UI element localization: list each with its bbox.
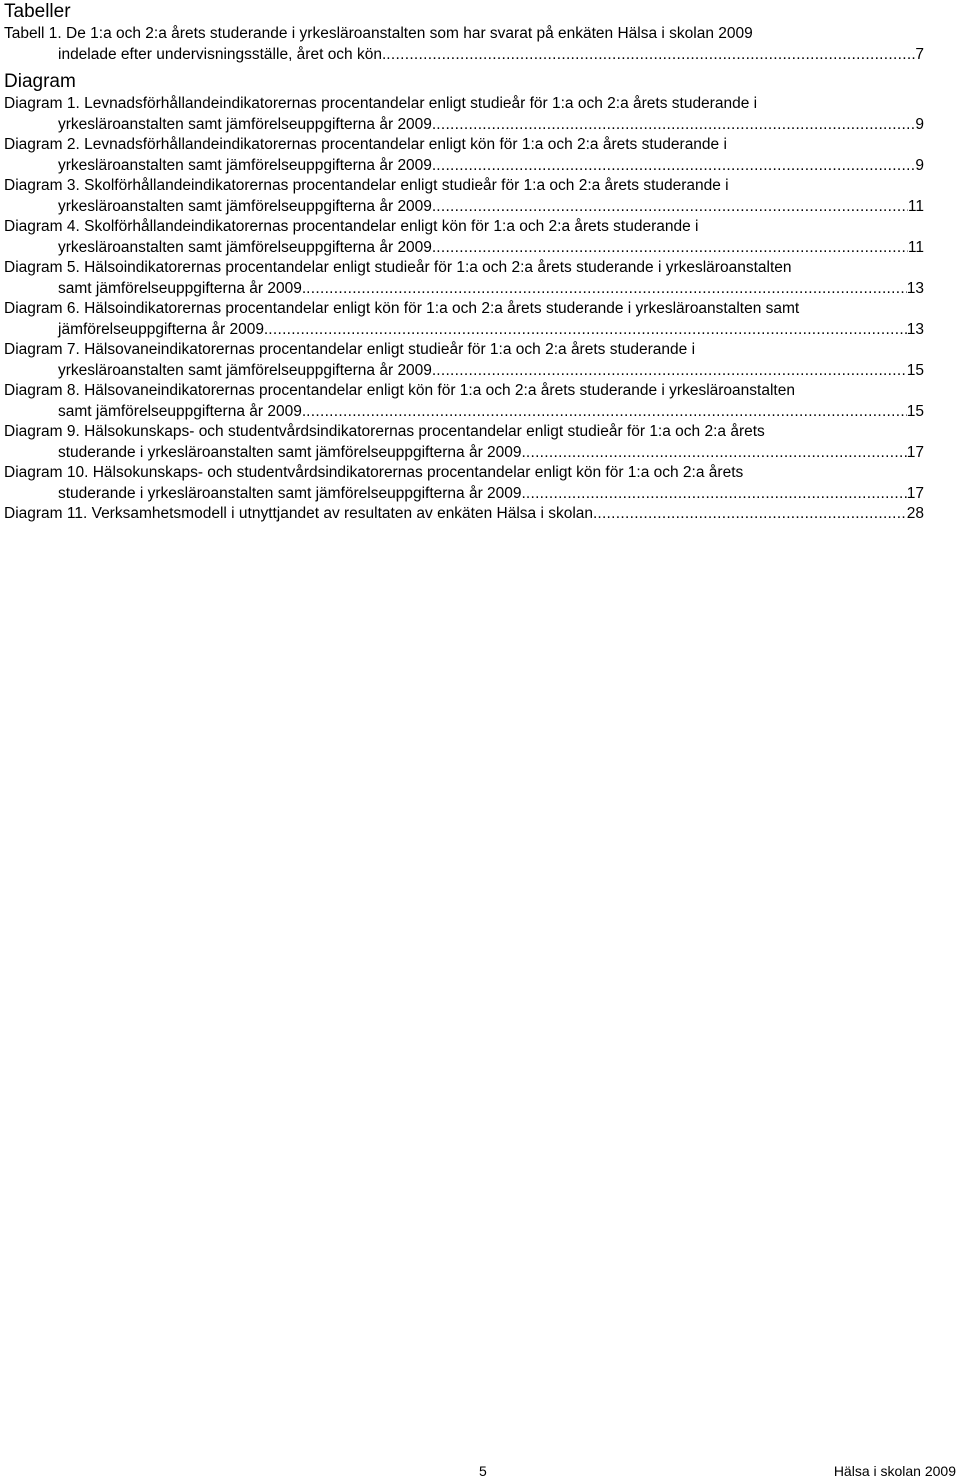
dot-leader	[597, 504, 906, 525]
toc-entry-diagram-9[interactable]	[4, 422, 926, 463]
toc-page-number: 17	[906, 484, 924, 502]
toc-entry-last-line	[58, 361, 924, 382]
toc-entry-last-line	[58, 279, 924, 300]
dot-leader	[436, 361, 907, 382]
dot-leader	[436, 156, 915, 177]
toc-entry-line: yrkesläroanstalten samt jämförelseuppgifterna år 2009.	[58, 115, 437, 133]
toc-page-number: 11	[907, 197, 924, 215]
toc-entry-line: samt jämförelseuppgifterna år 2009.	[58, 402, 307, 420]
toc-entry-line: Diagram 10. Hälsokunskaps- och studentvårdsindikatorernas procentandelar enligt kön för 1:a och 2:a årets	[4, 464, 744, 481]
toc-page-number: 28	[906, 505, 924, 522]
toc-entry-last-line	[58, 484, 924, 505]
toc-page-number: 9	[915, 156, 924, 174]
toc-entry-diagram-10[interactable]	[4, 463, 926, 504]
toc-entry-line: yrkesläroanstalten samt jämförelseuppgifterna år 2009.	[58, 197, 437, 215]
toc-page-number: 7	[915, 45, 924, 63]
toc-entry-line: Diagram 8. Hälsovaneindikatorernas procentandelar enligt kön för 1:a och 2:a årets studerande i yrkesläroanstalten	[4, 382, 795, 399]
dot-leader	[436, 238, 908, 259]
toc-page-number: 9	[915, 115, 924, 133]
toc-entry-last-line	[58, 443, 924, 464]
toc-entry-line: Diagram 3. Skolförhållandeindikatorernas procentandelar enligt studieår för 1:a och 2:a årets studerande i	[4, 177, 729, 194]
toc-entry-line: yrkesläroanstalten samt jämförelseuppgifterna år 2009.	[58, 361, 437, 379]
dot-leader	[306, 402, 907, 423]
toc-entry-line: Diagram 9. Hälsokunskaps- och studentvårdsindikatorernas procentandelar enligt studieår för 1:a och 2:a årets	[4, 423, 765, 440]
toc-entry-diagram-5[interactable]	[4, 258, 926, 299]
dot-leader	[526, 443, 907, 464]
footer-publication-title: Hälsa i skolan 2009	[833, 1463, 956, 1479]
toc-entry-last-line	[58, 115, 924, 136]
toc-entry-diagram-1[interactable]	[4, 94, 926, 135]
toc-entry-last-line	[58, 156, 924, 177]
toc-entry-last-line	[58, 320, 924, 341]
toc-entry-last-line	[4, 504, 924, 525]
toc-page-number: 13	[906, 279, 924, 297]
toc-entry-line: Diagram 5. Hälsoindikatorernas procentandelar enligt studieår för 1:a och 2:a årets studerande i yrkesläroanstalten	[4, 259, 792, 276]
footer-page-number: 5	[479, 1463, 487, 1479]
toc-entry-line: yrkesläroanstalten samt jämförelseuppgifterna år 2009.	[58, 156, 437, 174]
toc-entry-line: Diagram 7. Hälsovaneindikatorernas procentandelar enligt studieår för 1:a och 2:a årets studerande i	[4, 341, 696, 358]
toc-entry-last-line	[58, 45, 924, 66]
toc-page-number: 17	[906, 443, 924, 461]
dot-leader	[306, 279, 907, 300]
toc-entry-diagram-3[interactable]	[4, 176, 926, 217]
toc-entry-last-line	[58, 238, 924, 259]
toc-entry-diagram-2[interactable]	[4, 135, 926, 176]
toc-entry-line: Tabell 1. De 1:a och 2:a årets studerande i yrkesläroanstalten som har svarat på enkäten Hälsa i skolan 2009	[4, 25, 753, 42]
toc-entry-line: studerande i yrkesläroanstalten samt jämförelseuppgifterna år 2009.	[58, 484, 526, 502]
toc-page-number: 15	[906, 402, 924, 420]
dot-leader	[436, 197, 908, 218]
toc-entry-line: yrkesläroanstalten samt jämförelseuppgifterna år 2009.	[58, 238, 437, 256]
dot-leader	[526, 484, 907, 505]
diagrams-heading: Diagram	[4, 71, 76, 92]
toc-entry-line: studerande i yrkesläroanstalten samt jämförelseuppgifterna år 2009.	[58, 443, 526, 461]
dot-leader	[268, 320, 907, 341]
toc-entry-line: indelade efter undervisningsställe, året och kön.	[58, 45, 387, 63]
toc-page-number: 11	[907, 238, 924, 256]
toc-page-number: 15	[906, 361, 924, 379]
toc-entry-line: Diagram 11. Verksamhetsmodell i utnyttjandet av resultaten av enkäten Hälsa i skolan.	[4, 505, 598, 522]
tables-heading: Tabeller	[4, 1, 71, 22]
table-of-contents	[4, 0, 926, 525]
toc-entry-diagram-7[interactable]	[4, 340, 926, 381]
toc-entry-line: Diagram 1. Levnadsförhållandeindikatorernas procentandelar enligt studieår för 1:a och 2:a årets studerande i	[4, 95, 758, 112]
toc-entry-line: samt jämförelseuppgifterna år 2009.	[58, 279, 307, 297]
toc-entry-diagram-4[interactable]	[4, 217, 926, 258]
toc-entry-diagram-11[interactable]	[4, 504, 926, 525]
dot-leader	[386, 45, 915, 66]
toc-entry-last-line	[58, 402, 924, 423]
toc-page-number: 13	[906, 320, 924, 338]
toc-entry-diagram-6[interactable]	[4, 299, 926, 340]
toc-entry-diagram-8[interactable]	[4, 381, 926, 422]
dot-leader	[436, 115, 915, 136]
toc-entry-line: jämförelseuppgifterna år 2009.	[58, 320, 269, 338]
toc-entry-line: Diagram 2. Levnadsförhållandeindikatorernas procentandelar enligt kön för 1:a och 2:a årets studerande i	[4, 136, 727, 153]
toc-entry-line: Diagram 4. Skolförhållandeindikatorernas procentandelar enligt kön för 1:a och 2:a årets studerande i	[4, 218, 699, 235]
toc-entry-table-1[interactable]	[4, 24, 926, 65]
toc-entry-line: Diagram 6. Hälsoindikatorernas procentandelar enligt kön för 1:a och 2:a årets studerande i yrkesläroanstalten samt	[4, 300, 800, 317]
toc-entry-last-line	[58, 197, 924, 218]
